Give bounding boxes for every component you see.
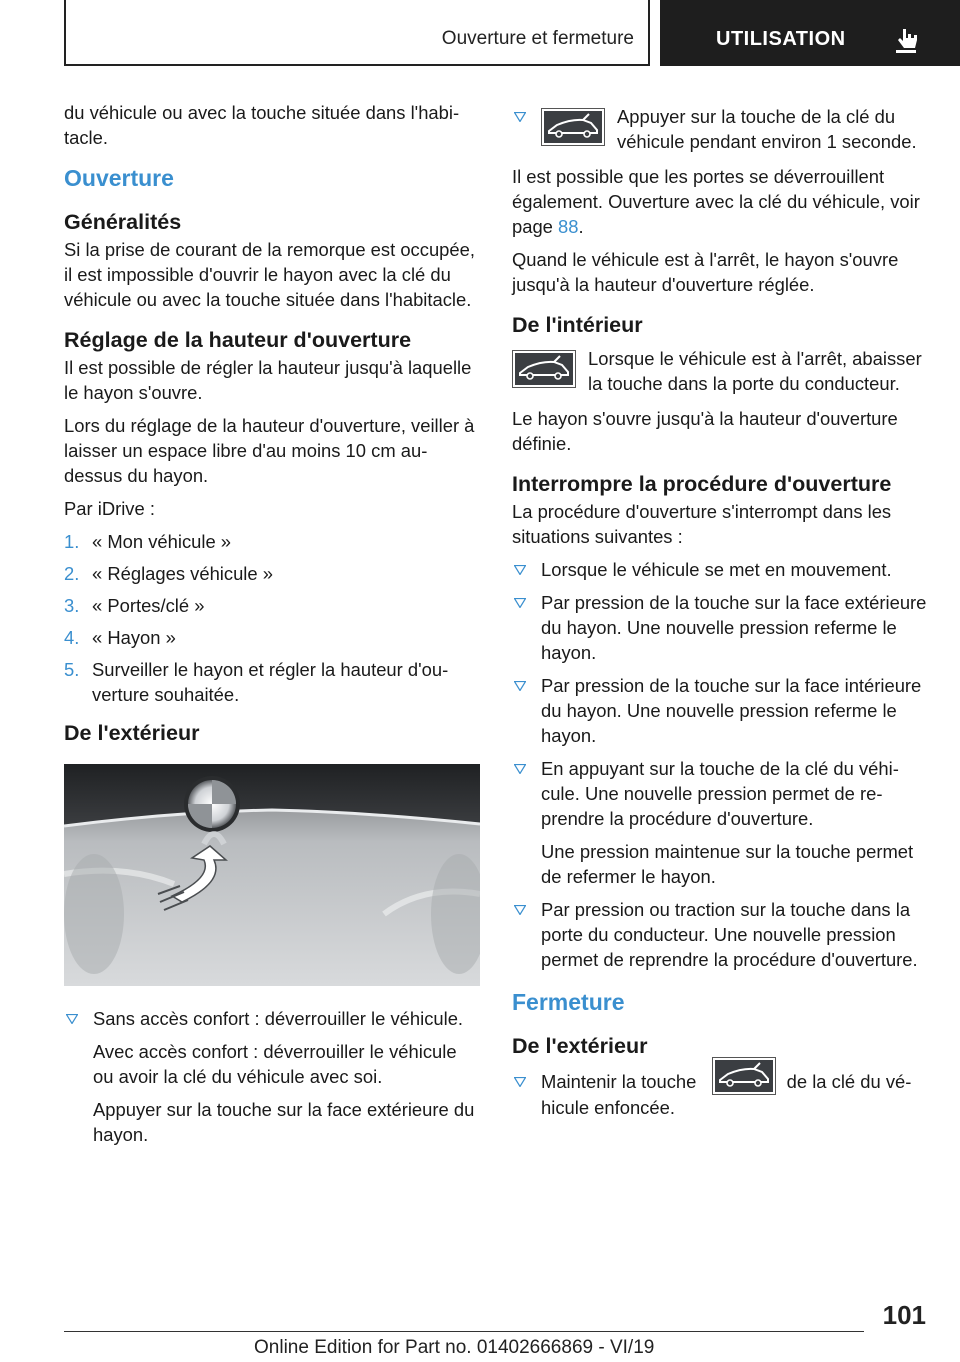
list-item — [512, 590, 928, 665]
triangle-bullet-icon — [514, 905, 526, 915]
list-item — [64, 1006, 480, 1147]
list-item — [512, 756, 928, 889]
generalites-paragraph: Si la prise de courant de la remorque est occupée, il est impossible d'ouvrir le hayon avec la clé du véhicule ou avec la touche située dans l'habitacle. — [64, 239, 475, 310]
triangle-bullet-icon — [514, 1077, 526, 1087]
reglage-paragraph-1: Il est possible de régler la hauteur jusqu'à laquelle le hayon s'ouvre. — [64, 357, 472, 403]
bullet-text: Sans accès confort : déverrouiller le véhicule. — [93, 1008, 464, 1029]
bullet-text: Appuyer sur la touche de la clé du véhicule pendant environ 1 seconde. — [617, 106, 917, 152]
list-item — [512, 897, 928, 972]
triangle-bullet-icon — [514, 764, 526, 774]
heading-exterieur-fermeture: De l'extérieur — [512, 1034, 648, 1058]
page-number: 101 — [882, 1300, 926, 1330]
list-item — [512, 557, 928, 582]
bullet-text: de la clé du véhicule enfoncée. — [541, 1071, 912, 1119]
step-text: « Mon véhicule » — [92, 531, 232, 552]
car-tailgate-icon — [541, 108, 605, 146]
chapter-tab-label: UTILISATION — [716, 28, 846, 50]
right-column — [512, 100, 928, 1130]
bullet-sub-paragraph: Une pression maintenue sur la touche permet de refermer le hayon. — [541, 841, 914, 887]
interieur-text: Lorsque le véhicule est à l'arrêt, abaisser la touche dans la porte du conducteur. — [588, 348, 922, 394]
bullet-text: Lorsque le véhicule se met en mouvement. — [541, 559, 892, 580]
bullet-text: Maintenir la touche — [541, 1071, 697, 1092]
step-text: « Portes/clé » — [92, 595, 205, 616]
heading-fermeture: Fermeture — [512, 989, 625, 1015]
step-item — [64, 625, 480, 650]
heading-interrompre: Interrompre la procédure d'ouverture — [512, 472, 892, 496]
key-list — [512, 104, 928, 154]
interieur-block — [512, 346, 928, 396]
step-text: Surveiller le hayon et régler la hauteur d'ouverture souhaitée. — [92, 659, 449, 705]
tailgate-photo — [64, 764, 480, 986]
bullet-text: Par pression de la touche sur la face intérieure du hayon. Une nouvelle pression referme le hayon. — [541, 675, 922, 746]
car-tailgate-icon — [512, 350, 576, 388]
section-title: Ouverture et fermeture — [441, 28, 634, 49]
intro-paragraph: du véhicule ou avec la touche située dans l'habitacle. — [64, 102, 460, 148]
step-number: 4. — [64, 627, 80, 648]
idrive-steps — [64, 529, 480, 707]
list-item — [512, 673, 928, 748]
step-number: 3. — [64, 595, 80, 616]
triangle-bullet-icon — [66, 1014, 78, 1024]
list-item — [512, 104, 928, 154]
step-number: 1. — [64, 531, 80, 552]
bullet-text: Par pression ou traction sur la touche dans la porte du conducteur. Une nouvelle pression permet de reprendre la procédure d'ouverture. — [541, 899, 918, 970]
triangle-bullet-icon — [514, 565, 526, 575]
triangle-bullet-icon — [514, 681, 526, 691]
triangle-bullet-icon — [514, 112, 526, 122]
step-number: 2. — [64, 563, 80, 584]
triangle-bullet-icon — [514, 598, 526, 608]
step-number: 5. — [64, 659, 80, 680]
footer-divider — [64, 1331, 864, 1332]
bullet-sub-paragraph: Avec accès confort : déverrouiller le véhicule ou avoir la clé du véhicule avec soi. — [93, 1041, 457, 1087]
step-text: « Hayon » — [92, 627, 176, 648]
car-tailgate-icon — [712, 1057, 776, 1095]
heading-ouverture: Ouverture — [64, 165, 174, 191]
list-item — [512, 1069, 928, 1120]
exterieur-list — [64, 1006, 480, 1147]
left-column — [64, 100, 480, 1157]
stop-paragraph: Quand le véhicule est à l'arrêt, le hayon s'ouvre jusqu'à la hauteur d'ouverture réglée. — [512, 249, 899, 295]
interrompre-list — [512, 557, 928, 972]
heading-exterieur: De l'extérieur — [64, 721, 200, 745]
heading-interieur: De l'intérieur — [512, 313, 643, 337]
unlock-paragraph: Il est possible que les portes se déverrouillent également. Ouverture avec la clé du véhicule, voir page 88. — [512, 166, 920, 237]
reglage-paragraph-2: Lors du réglage de la hauteur d'ouverture, veiller à laisser un espace libre d'au moins 10 cm au-dessus du hayon. — [64, 415, 475, 486]
idrive-paragraph: Par iDrive : — [64, 498, 155, 519]
step-item — [64, 561, 480, 586]
heading-reglage: Réglage de la hauteur d'ouverture — [64, 328, 412, 352]
interrompre-paragraph: La procédure d'ouverture s'interrompt dans les situations suivantes : — [512, 501, 892, 547]
page-link[interactable]: 88 — [558, 216, 579, 237]
heading-generalites: Généralités — [64, 210, 182, 234]
bullet-text: En appuyant sur la touche de la clé du véhicule. Une nouvelle pression permet de reprendre la procédure d'ouverture. — [541, 758, 899, 829]
fermeture-list — [512, 1069, 928, 1120]
step-item — [64, 657, 480, 707]
bullet-sub-paragraph: Appuyer sur la touche sur la face extérieure du hayon. — [93, 1099, 475, 1145]
definie-paragraph: Le hayon s'ouvre jusqu'à la hauteur d'ouverture définie. — [512, 408, 898, 454]
step-item — [64, 593, 480, 618]
step-text: « Réglages véhicule » — [92, 563, 273, 584]
hand-pointer-icon — [896, 26, 920, 54]
step-item — [64, 529, 480, 554]
bullet-text: Par pression de la touche sur la face extérieure du hayon. Une nouvelle pression referme le hayon. — [541, 592, 927, 663]
footer-edition: Online Edition for Part no. 01402666869 - VI/19 — [254, 1337, 655, 1358]
